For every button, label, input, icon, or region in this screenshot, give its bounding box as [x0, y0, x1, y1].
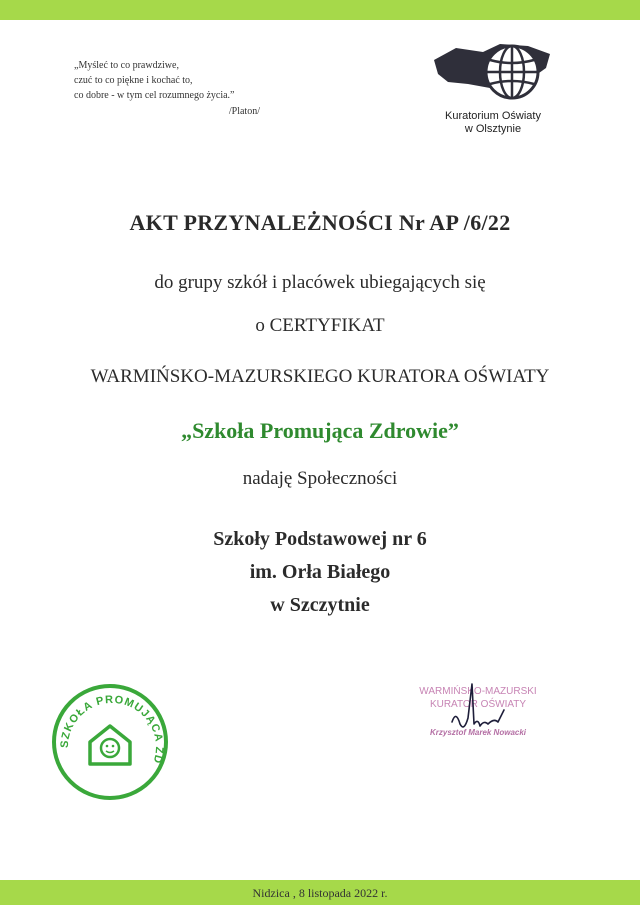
school-name-line-1: Szkoły Podstawowej nr 6: [213, 528, 427, 550]
kuratorium-logo: [428, 38, 558, 142]
szkola-promujaca-zdrowie-logo: [50, 682, 170, 802]
quote-line: co dobre - w tym cel rozumnego życia.”: [74, 90, 235, 101]
globe-map-icon: [428, 38, 558, 108]
platon-quote: [74, 58, 274, 119]
stamp-line-2: KURATOR OŚWIATY: [429, 699, 527, 710]
quote-line: czuć to co piękne i kochać to,: [74, 75, 193, 86]
badge-text: SZKOŁA PROMUJĄCA ZD: [58, 693, 166, 766]
certificate-title: AKT PRZYNALEŻNOŚCI Nr AP /6/22: [129, 210, 511, 235]
logo-name-line2: w Olsztynie: [464, 123, 522, 135]
stamp-line-1: WARMIŃSKO-MAZURSKI: [419, 686, 537, 697]
badge-graphic: [50, 682, 170, 802]
certificate-line-4: nadaję Społeczności: [242, 468, 398, 489]
kurator-stamp: [408, 680, 548, 750]
logo-name-line1: Kuratorium Oświaty: [445, 110, 541, 122]
certificate-line-2: o CERTYFIKAT: [255, 315, 385, 336]
school-name-line-2: im. Orła Białego: [249, 561, 391, 583]
school-name-line-3: w Szczytnie: [270, 594, 370, 616]
place-date: Nidzica , 8 listopada 2022 r.: [252, 886, 388, 900]
top-green-band: [0, 0, 640, 20]
program-name: „Szkoła Promująca Zdrowie”: [181, 418, 459, 443]
certificate-line-3: WARMIŃSKO-MAZURSKIEGO KURATORA OŚWIATY: [90, 366, 550, 387]
stamp-signatory: Krzysztof Marek Nowacki: [429, 728, 527, 737]
quote-line: „Myśleć to co prawdziwe,: [74, 60, 179, 71]
certificate-line-1: do grupy szkół i placówek ubiegających się: [154, 272, 486, 293]
quote-author: /Platon/: [228, 106, 260, 117]
